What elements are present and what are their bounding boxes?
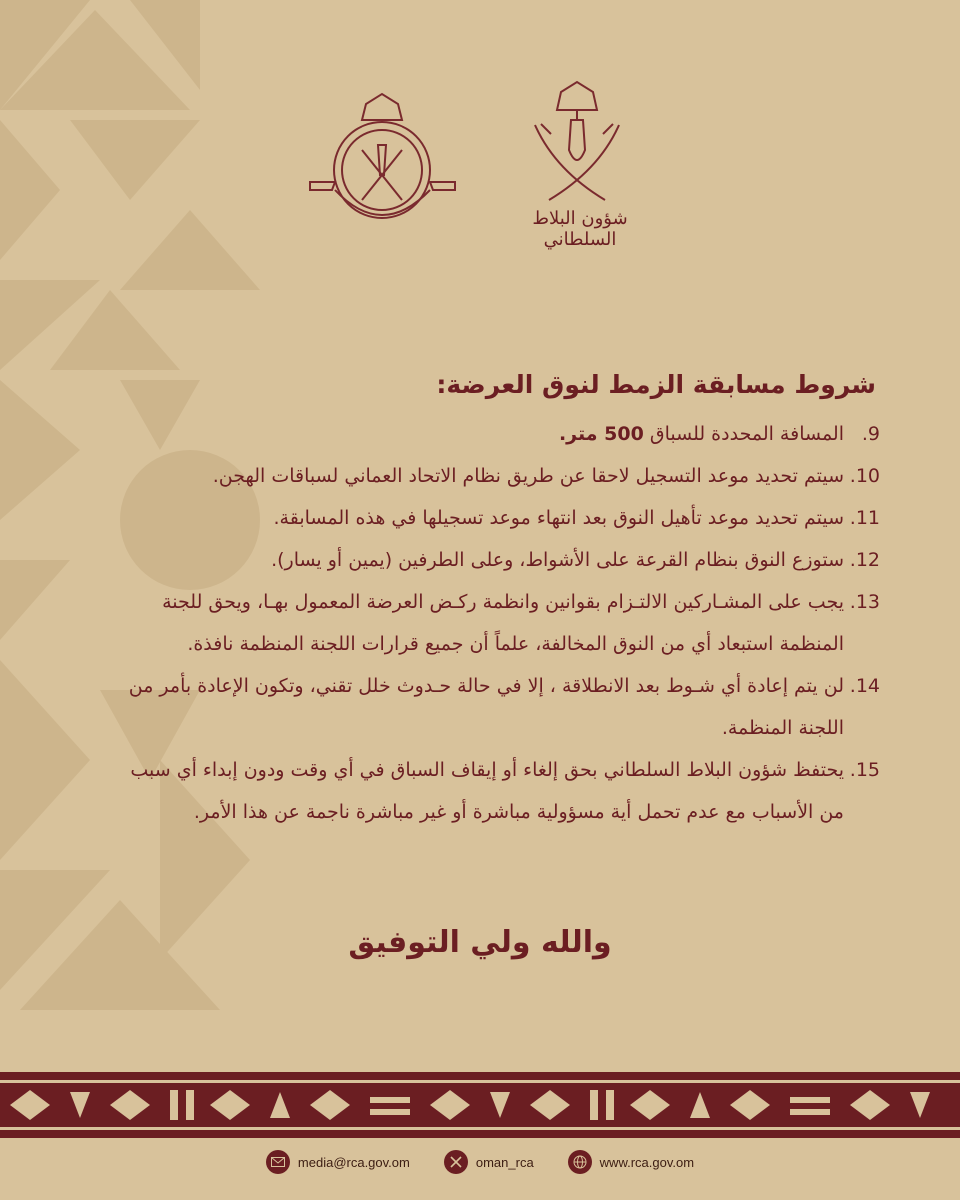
rule-item-12 — [120, 539, 880, 581]
social-handle[interactable]: oman_rca — [475, 1154, 534, 1170]
rule-number: 15. — [849, 759, 880, 781]
globe-icon — [568, 1150, 592, 1174]
rule-text: سيتم تحديد موعد التسجيل لاحقا عن طريق نظام الاتحاد العماني لسباقات الهجن. — [212, 465, 844, 487]
rules-list — [120, 413, 880, 833]
rule-number: 11. — [849, 507, 880, 529]
email-contact[interactable] — [266, 1150, 410, 1174]
rule-item-14 — [120, 665, 880, 749]
rule-item-10 — [120, 455, 880, 497]
rule-item-13 — [120, 581, 880, 665]
rule-number: 14. — [849, 675, 880, 697]
website-text[interactable]: www.rca.gov.om — [599, 1154, 695, 1170]
email-text[interactable]: media@rca.gov.om — [297, 1154, 410, 1170]
rule-text: ستوزع النوق بنظام القرعة على الأشواط، وعلى الطرفين (يمين أو يسار). — [271, 549, 844, 571]
rule-text: لن يتم إعادة أي شـوط بعد الانطلاقة ، إلا في حالة حـدوث خلل تقني، وتكون الإعادة بأمر من اللجنة المنظمة. — [128, 675, 844, 739]
rule-text: سيتم تحديد موعد تأهيل النوق بعد انتهاء موعد تسجيلها في هذه المسابقة. — [273, 507, 844, 529]
rule-text: يحتفظ شؤون البلاط السلطاني بحق إلغاء أو إيقاف السباق في أي وقت ودون إبداء أي سبب من الأسباب مع عدم تحمل أية مسؤولية مباشرة أو غير مباشرة ناجمة عن هذا الأمر. — [130, 759, 844, 823]
footer-contacts — [0, 1142, 960, 1182]
rules-section — [120, 370, 880, 833]
rule-item-15 — [120, 749, 880, 833]
rule-item-9 — [120, 413, 880, 455]
decorative-border-band — [0, 1072, 960, 1138]
page-title: شروط مسابقة الزمط لنوق العرضة: — [436, 370, 876, 399]
race-distance: 500 متر. — [558, 423, 644, 445]
royal-guard-emblem-icon — [300, 90, 465, 240]
header-logos — [300, 80, 660, 250]
rule-item-11 — [120, 497, 880, 539]
website-contact[interactable] — [568, 1150, 694, 1174]
x-logo-icon — [444, 1150, 468, 1174]
rule-number: 12. — [849, 549, 880, 571]
social-contact[interactable] — [444, 1150, 534, 1174]
rule-number: 10. — [849, 465, 880, 487]
rule-number: 13. — [849, 591, 880, 613]
email-icon — [266, 1150, 290, 1174]
rule-text: المسافة المحددة للسباق 500 متر. — [558, 423, 844, 445]
closing-phrase: والله ولي التوفيق — [348, 925, 612, 960]
royal-court-caption: شؤون البلاط السلطاني — [532, 208, 628, 250]
rule-text: يجب على المشـاركين الالتـزام بقوانين وانظمة ركـض العرضة المعمول بهـا، ويحق للجنة المنظمة استبعاد أي من النوق المخالفة، علماً أن جميع قرارات اللجنة المنظمة نافذة. — [162, 591, 844, 655]
rule-number: 9. — [861, 423, 880, 445]
